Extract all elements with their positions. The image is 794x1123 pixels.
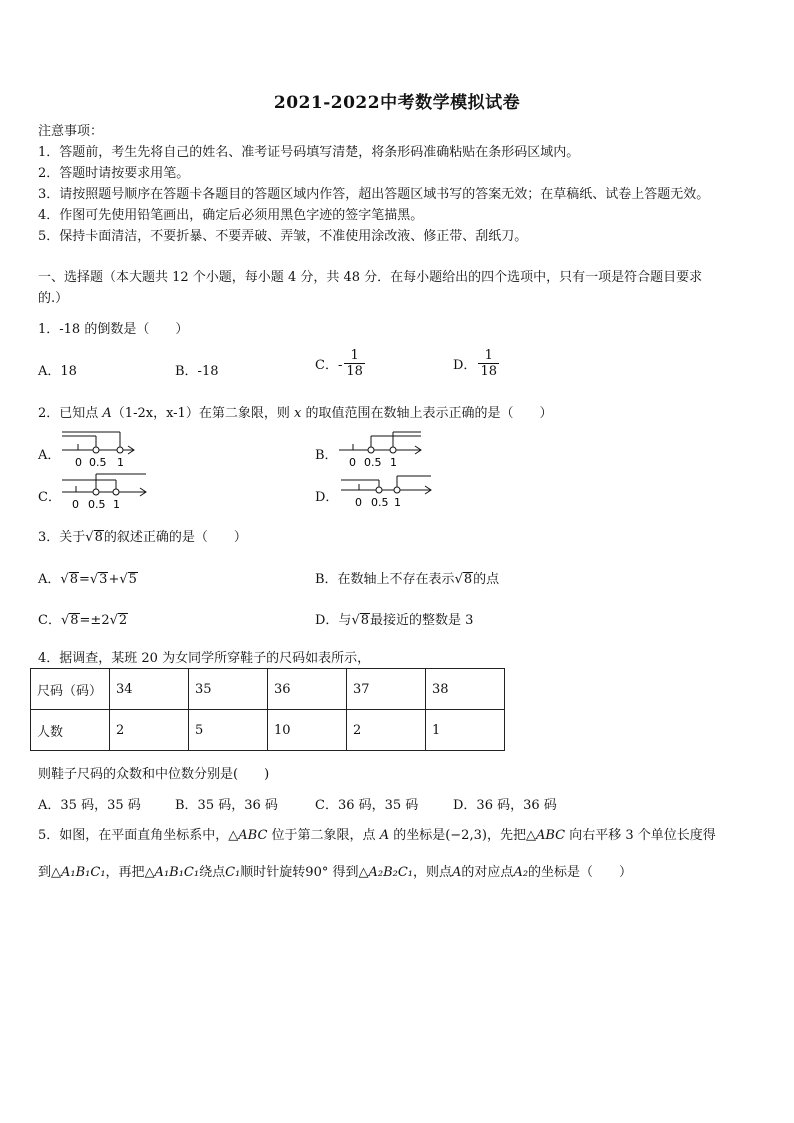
tick-label: 0 [355,496,362,509]
q5-text: ，再把 [105,865,145,880]
q2-option-b-label: B． [315,448,338,463]
sqrt-expr [90,572,109,587]
tick-label: 0.5 [89,456,107,469]
table-cell: 38 [426,669,505,710]
q5-point: C₁ [225,865,241,880]
q5-coordinate: (−2,3) [445,828,487,843]
sqrt-expr [60,572,79,587]
q2-stem-pre: 2．已知点 [38,406,103,421]
note-item: 2．答题时请按要求用笔。 [38,166,190,181]
tick-label: 1 [117,456,124,469]
q2-option-c-label: C． [38,490,61,505]
q5-text: 的坐标是（ ） [528,865,633,880]
table-row [31,669,505,710]
tick-label: 0.5 [88,498,106,511]
q3-option-a-label: A． [38,572,61,587]
tick-label: 0 [72,498,79,511]
q3-option-d-post: 最接近的整数是 3 [370,613,474,628]
q5-triangle: △ABC [525,828,566,843]
math-op: + [108,572,120,587]
tick-label: 0 [75,456,82,469]
note-item: 4．作图可先使用铅笔画出，确定后必须用黑色字迹的签字笔描黑。 [38,208,424,223]
q5-text: 的对应点 [461,865,514,880]
math-op: = [78,572,90,587]
sqrt-sign-icon: √ [60,613,70,628]
q2-stem-post: 的取值范围在数轴上表示正确的是（ ） [301,406,553,421]
q5-text: 到 [38,865,52,880]
sqrt-expr [119,572,138,587]
q5-text: 的坐标是 [389,828,446,843]
tick-label: 0.5 [364,456,382,469]
table-cell: 37 [347,669,426,710]
page-title: 2021-2022中考数学模拟试卷 [273,93,521,113]
q1-option-a: A．18 [38,364,77,379]
note-item: 3．请按照题号顺序在答题卡各题目的答题区域内作答，超出答题区域书写的答案无效；在草稿纸、试卷上答题无效。 [38,187,710,202]
table-row [31,710,505,751]
section-heading-cont: 的.） [38,291,69,306]
note-item: 5．保持卡面清洁，不要折暴、不要弄破、弄皱，不准使用涂改液、修正带、刮纸刀。 [38,229,528,244]
q5-triangle: △A₁B₁C₁ [51,865,106,880]
q2-var: x [293,406,302,421]
radicand: 8 [463,572,473,587]
sqrt-sign-icon: √ [89,572,99,587]
q5-point: A [379,828,390,843]
table-cell: 36 [268,669,347,710]
table-cell: 5 [189,710,268,751]
tick-label: 1 [394,496,401,509]
q5-triangle: △ABC [228,828,268,843]
q2-stem-mid: 在第二象限，则 [198,406,294,421]
sqrt-sign-icon: √ [351,613,360,628]
q2-stem [38,402,552,421]
table-cell: 1 [426,710,505,751]
sqrt-sign-icon: √ [109,613,118,628]
q5-point: A [452,865,462,880]
q1-stem: 1．-18 的倒数是（ ） [38,322,189,337]
section-heading: 一、选择题（本大题共 12 个小题，每小题 4 分，共 48 分．在每小题给出的四个选项中，只有一项是符合题目要求 [38,270,703,285]
q5-text: 顺时针旋转 [240,865,306,880]
sqrt-sign-icon: √ [454,572,463,587]
sqrt-sign-icon: √ [60,572,69,587]
tick-label: 1 [113,498,120,511]
tick-label: 0.5 [371,496,389,509]
sqrt-sign-icon: √ [85,530,94,545]
table-cell: 34 [110,669,189,710]
q5-text: 5．如图，在平面直角坐标系中， [38,828,229,843]
shoe-size-table [30,668,505,751]
q2-number-line-c [58,470,150,512]
q2-number-line-a [58,430,138,470]
table-cell: 2 [110,710,189,751]
sqrt-expr [61,613,80,628]
table-cell: 尺码（码） [31,669,110,710]
q4-option-b: B．35 码，36 码 [175,798,278,813]
note-item: 1．答题前，考生先将自己的姓名、准考证号码填写清楚，将条形码准确粘贴在条形码区域内。 [38,145,580,160]
q3-option-c-label: C． [38,613,61,628]
notes-heading: 注意事项： [38,124,104,139]
q2-number-line-d [335,472,435,512]
sqrt-sign-icon: √ [119,572,128,587]
sqrt-expr [85,530,104,545]
sqrt-expr [110,613,129,628]
q3-option-c [38,609,128,628]
table-cell: 人数 [31,710,110,751]
q1-option-c [315,348,367,379]
radicand: 2 [118,613,128,628]
q2-number-line-b [335,430,425,470]
q4-stem: 4．据调查，某班 20 为女同学所穿鞋子的尺码如表所示， [38,651,371,666]
q5-line-2 [38,861,632,880]
table-cell: 2 [347,710,426,751]
q2-option-d-label: D． [315,490,339,505]
q5-triangle: △A₁B₁C₁ [144,865,200,880]
q5-text: ，先把 [486,828,526,843]
q4-option-d: D．36 码，36 码 [453,798,557,813]
table-cell: 35 [189,669,268,710]
frac-denominator: 18 [480,364,497,379]
sqrt-expr [455,572,474,587]
q3-option-a [38,568,138,587]
radicand: 8 [360,613,370,628]
q2-option-a-label: A． [38,448,61,463]
radicand: 5 [128,572,137,587]
q4-option-c: C．36 码，35 码 [315,798,419,813]
q1-option-c-fraction [344,348,365,379]
q3-stem [38,526,247,545]
math-op: =±2 [79,613,110,628]
q1-option-d-fraction [478,348,499,379]
q5-text: 绕点 [199,865,226,880]
q5-point: A₂ [513,865,529,880]
q3-stem-pre: 3．关于 [38,530,86,545]
frac-denominator: 18 [346,364,363,379]
frac-numerator: 1 [478,348,499,364]
q2-point: A [102,406,112,421]
q2-coords: （1-2x，x-1） [111,406,199,421]
q5-text: 得到 [328,865,359,880]
q1-option-c-label: C．- [315,358,343,373]
q5-triangle: △A₂B₂C₁ [358,865,414,880]
sqrt-expr [351,613,370,628]
q5-angle: 90° [305,865,329,880]
q3-option-d [315,609,473,628]
tick-label: 1 [390,456,397,469]
q1-option-b: B．-18 [175,364,219,379]
radicand: 3 [99,572,108,587]
q3-stem-post: 的叙述正确的是（ ） [103,530,247,545]
q1-option-d [453,348,501,379]
q5-text: 位于第二象限，点 [267,828,380,843]
q3-option-b-post: 的点 [473,572,500,587]
radicand: 8 [70,613,79,628]
q4-question: 则鞋子尺码的众数和中位数分别是( ) [38,767,270,782]
q5-text: 向右平移 3 个单位长度得 [565,828,716,843]
radicand: 8 [69,572,78,587]
q3-option-b [315,568,499,587]
frac-numerator: 1 [344,348,365,364]
q4-option-a: A．35 码，35 码 [38,798,141,813]
radicand: 8 [94,530,103,545]
table-cell: 10 [268,710,347,751]
q5-line-1 [38,824,716,843]
q1-option-d-label: D． [453,358,477,373]
q3-option-d-pre: D．与 [315,613,352,628]
q3-option-b-pre: B．在数轴上不存在表示 [315,572,455,587]
q5-text: ，则点 [413,865,453,880]
tick-label: 0 [349,456,356,469]
